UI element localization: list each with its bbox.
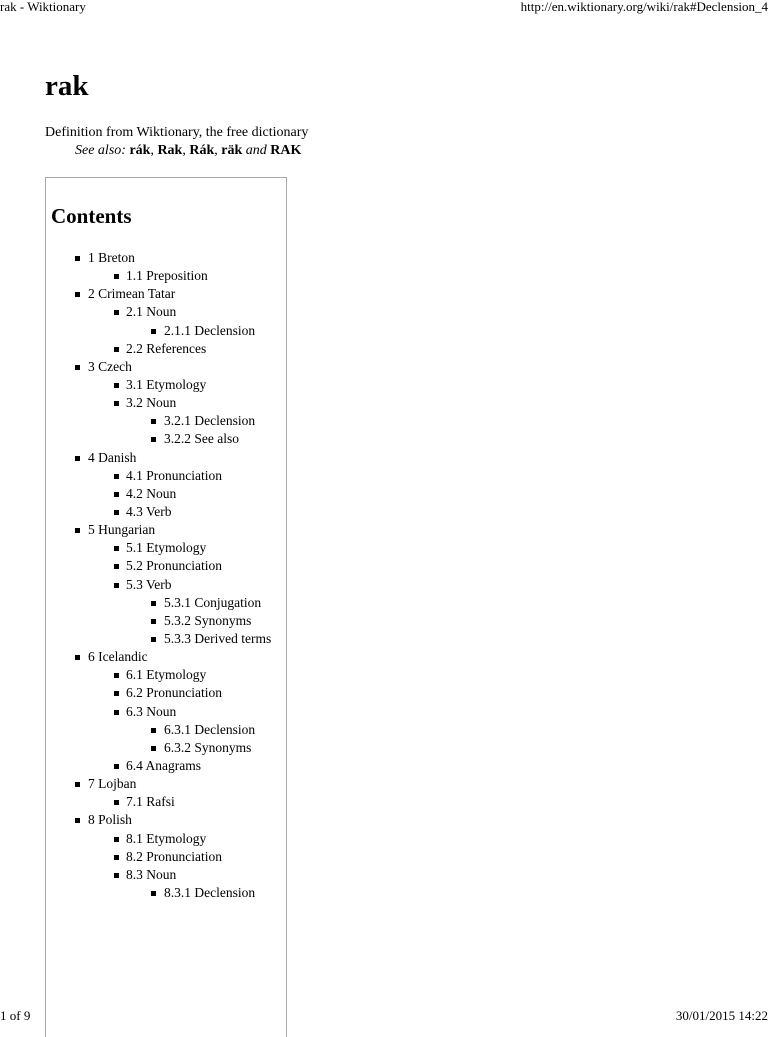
bullet-icon bbox=[114, 855, 119, 860]
see-also-conjunction: and bbox=[245, 143, 267, 158]
bullet-icon bbox=[114, 347, 119, 352]
toc-link[interactable]: 5.2 Pronunciation bbox=[126, 558, 222, 574]
bullet-icon bbox=[114, 800, 119, 805]
toc-link[interactable]: 7 Lojban bbox=[88, 776, 137, 792]
see-also-link[interactable]: rák bbox=[129, 143, 151, 158]
bullet-icon bbox=[151, 601, 156, 606]
toc-link[interactable]: 6.3.2 Synonyms bbox=[164, 739, 252, 755]
toc-link[interactable]: 8.2 Pronunciation bbox=[126, 848, 222, 864]
toc-link[interactable]: 4.2 Noun bbox=[126, 485, 177, 501]
print-header-title: rak - Wiktionary bbox=[0, 0, 86, 14]
toc-link[interactable]: 3.1 Etymology bbox=[126, 376, 207, 392]
bullet-icon bbox=[114, 274, 119, 279]
toc-link[interactable]: 2.1.1 Declension bbox=[164, 322, 256, 338]
bullet-icon bbox=[114, 583, 119, 588]
bullet-icon bbox=[151, 619, 156, 624]
toc-link[interactable]: 2 Crimean Tatar bbox=[88, 286, 176, 302]
site-subtitle: Definition from Wiktionary, the free dictionary bbox=[45, 125, 309, 140]
print-footer-datetime: 30/01/2015 14:22 bbox=[675, 1008, 768, 1023]
bullet-icon bbox=[75, 456, 80, 461]
toc-link[interactable]: 8.1 Etymology bbox=[126, 830, 207, 846]
bullet-icon bbox=[114, 492, 119, 497]
bullet-icon bbox=[75, 655, 80, 660]
bullet-icon bbox=[151, 891, 156, 896]
toc-link[interactable]: 4 Danish bbox=[88, 449, 137, 465]
bullet-icon bbox=[114, 510, 119, 515]
bullet-icon bbox=[151, 746, 156, 751]
toc-link[interactable]: 3 Czech bbox=[88, 358, 132, 374]
toc-link[interactable]: 6.2 Pronunciation bbox=[126, 685, 222, 701]
print-header-url: http://en.wiktionary.org/wiki/rak#Declension_4 bbox=[520, 0, 768, 14]
bullet-icon bbox=[114, 710, 119, 715]
toc-link[interactable]: 8.3.1 Declension bbox=[164, 884, 256, 900]
toc-link[interactable]: 6.1 Etymology bbox=[126, 667, 207, 683]
toc-link[interactable]: 6.3.1 Declension bbox=[164, 721, 256, 737]
bullet-icon bbox=[114, 401, 119, 406]
bullet-icon bbox=[114, 691, 119, 696]
toc-link[interactable]: 4.1 Pronunciation bbox=[126, 467, 222, 483]
see-also-link[interactable]: räk bbox=[221, 143, 243, 158]
toc-title: Contents bbox=[51, 204, 132, 228]
bullet-icon bbox=[114, 673, 119, 678]
see-also-line: See also: rák, Rak, Rák, räk and RAK bbox=[75, 143, 302, 158]
toc-link[interactable]: 5.3 Verb bbox=[126, 576, 172, 592]
toc-link[interactable]: 1 Breton bbox=[88, 250, 135, 265]
toc-link[interactable]: 3.2.1 Declension bbox=[164, 413, 256, 429]
toc-link[interactable]: 4.3 Verb bbox=[126, 503, 172, 519]
bullet-icon bbox=[114, 310, 119, 315]
bullet-icon bbox=[75, 528, 80, 533]
bullet-icon bbox=[151, 728, 156, 733]
bullet-icon bbox=[75, 782, 80, 787]
toc-link[interactable]: 3.2 Noun bbox=[126, 395, 177, 411]
toc-link[interactable]: 5.3.3 Derived terms bbox=[164, 630, 272, 646]
bullet-icon bbox=[114, 837, 119, 842]
toc-link[interactable]: 2.1 Noun bbox=[126, 304, 177, 320]
print-footer-page-count: 1 of 9 bbox=[0, 1008, 31, 1023]
bullet-icon bbox=[75, 818, 80, 823]
bullet-icon bbox=[114, 383, 119, 388]
bullet-icon bbox=[114, 764, 119, 769]
page-title: rak bbox=[45, 70, 89, 102]
bullet-icon bbox=[75, 256, 80, 261]
toc-link[interactable]: 7.1 Rafsi bbox=[126, 794, 175, 810]
toc-link[interactable]: 5 Hungarian bbox=[88, 522, 156, 538]
toc-link[interactable]: 1.1 Preposition bbox=[126, 268, 208, 284]
toc-link[interactable]: 5.3.1 Conjugation bbox=[164, 594, 262, 610]
see-also-prefix: See also: bbox=[75, 143, 126, 158]
toc-link[interactable]: 2.2 References bbox=[126, 340, 207, 356]
see-also-link[interactable]: Rak bbox=[157, 143, 183, 158]
table-of-contents bbox=[45, 177, 287, 1037]
bullet-icon bbox=[151, 637, 156, 642]
toc-link[interactable]: 6.3 Noun bbox=[126, 703, 177, 719]
bullet-icon bbox=[151, 329, 156, 334]
bullet-icon bbox=[151, 437, 156, 442]
toc-link[interactable]: 6 Icelandic bbox=[88, 649, 148, 665]
toc-link[interactable]: 8.3 Noun bbox=[126, 866, 177, 882]
bullet-icon bbox=[75, 365, 80, 370]
see-also-link[interactable]: RAK bbox=[270, 143, 302, 158]
bullet-icon bbox=[75, 292, 80, 297]
toc-link[interactable]: 3.2.2 See also bbox=[164, 431, 239, 447]
see-also-link[interactable]: Rák bbox=[189, 143, 215, 158]
bullet-icon bbox=[151, 419, 156, 424]
toc-link[interactable]: 5.3.2 Synonyms bbox=[164, 612, 252, 628]
toc-link[interactable]: 6.4 Anagrams bbox=[126, 757, 201, 773]
toc-link[interactable]: 5.1 Etymology bbox=[126, 540, 207, 556]
bullet-icon bbox=[114, 546, 119, 551]
bullet-icon bbox=[114, 873, 119, 878]
toc-link[interactable]: 8 Polish bbox=[88, 812, 132, 828]
bullet-icon bbox=[114, 564, 119, 569]
bullet-icon bbox=[114, 474, 119, 479]
